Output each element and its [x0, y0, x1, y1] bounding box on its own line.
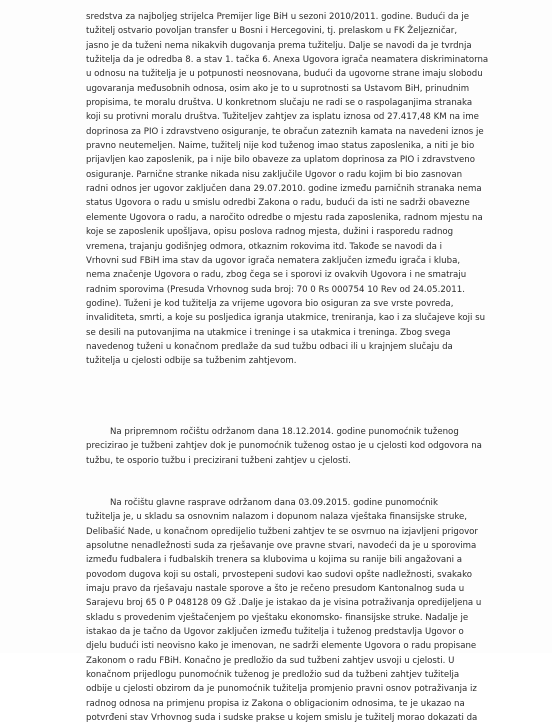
paragraph-main-hearing [86, 496, 526, 726]
text-line: tužitelja je, u skladu sa osnovnim nalazom i dopunom nalaza vještaka finansijske struke, [86, 512, 467, 523]
text-line: tužitelj ostvario povoljan transfer u Bosni i Hercegovini, tj. prelaskom u FK Željezničar, [86, 26, 458, 37]
text-line: potvrđeni stav Vrhovnog suda i sudske prakse u kojem smislu je tužitelj morao dokazati da [86, 713, 478, 724]
text-line: Zakonom o radu FBiH. Konačno je predložio da sud tužbeni zahtjev usvoji u cjelosti. U [86, 655, 455, 666]
paragraph-defendant-response [86, 10, 526, 369]
text-line: radnim sporovima (Presuda Vrhovnog suda broj: 70 0 Rs 000754 10 Rev od 24.05.2011. [86, 284, 465, 295]
text-line: koji su protivni moralu društva. Tužiteljev zahtjev za isplatu iznosa od 27.417,48 KM na ime [86, 112, 479, 123]
text-line: radnog odnosa na primjenu propisa iz Zakona o obligacionim odnosima, te je ukazao na [86, 698, 465, 709]
text-line: istakao da je tačno da Ugovor zaključen između tužitelja i tuženog predstavlja Ugovor o [86, 627, 464, 638]
text-line: između fudbalera i fudbalskih trenera sa klubovima u kojima su ranije bili angažovani a [86, 555, 463, 566]
text-line: prijavljen kao zaposlenik, pa i nije bilo obaveze za uplatom doprinosa za PIO i zdravstveno [86, 155, 475, 166]
text-line: konačnom prijedlogu punomoćnik tuženog je predložio sud da tužbeni zahtjev tužitelja [86, 670, 460, 681]
text-line: tužitelja u cjelosti odbije sa tužbenim zahtjevom. [86, 356, 297, 367]
text-line: tužbu, te osporio tužbu i precizirani tužbeni zahtjev u cjelosti. [86, 455, 351, 466]
text-line: Delibašić Nade, u konačnom opredijelio tužbeni zahtjev te se osvrnuo na izjavljeni prigovor [86, 526, 478, 537]
text-line: elemente Ugovora o radu, a naročito odredbe o mjestu rada zaposlenika, radnom mjestu na [86, 212, 483, 223]
text-line: apsolutne nenadležnosti suda za rješavanje ove pravne stvari, navodeći da je u sporovima [86, 541, 477, 552]
text-line: sredstva za najboljeg strijelca Premijer lige BiH u sezoni 2010/2011. godine. Budući da je [86, 12, 470, 22]
text-line: invaliditeta, smrti, a koje su posljedica igranja utakmice, treniranja, kao i za slučajeve koji su [86, 313, 486, 324]
text-line: u odnosu na tužitelja je u potpunosti neosnovana, budući da ugovorne strane imaju slobodu [86, 69, 483, 80]
text-line: pravno neutemeljen. Naime, tužitelj nije kod tuženog imao status zaposlenika, a niti je bio [86, 141, 475, 152]
text-line: vremena, trajanju godišnjeg odmora, otkaznim rokovima itd. Takođe se navodi da i [86, 241, 443, 252]
text-line: tužitelja da je odredba 8. a stav 1. tačka 6. Anexa Ugovora igrača neamatera diskriminatorna [86, 55, 489, 66]
text-line: imaju pravo da rješavaju nastale sporove a što je rečeno presudom Kantonalnog suda u [86, 584, 465, 595]
text-line: propisima, te moralu društva. U konkretnom slučaju ne radi se o raspolaganjima stranaka [86, 98, 473, 109]
text-line: se desili na putovanjima na utakmice i treninge i sa utakmica i treninga. Zbog svega [86, 327, 451, 338]
text-line: Na pripremnom ročištu održanom dana 18.12.2014. godine punomoćnik tuženog [110, 427, 459, 437]
text-line: jasno je da tuženi nema nikakvih dugovanja prema tužitelju. Dalje se navodi da je tvrdnja [86, 40, 472, 51]
text-line: Vrhovni sud FBiH ima stav da ugovor igrača nematera zaključen između igrača i kluba, [86, 255, 461, 266]
text-line: koje se zaposlenik upošljava, opisu poslova radnog mjesta, dužini i rasporedu radnog [86, 227, 454, 238]
text-line: status Ugovora o radu u smislu odredbi Zakona o radu, budući da isti ne sadrži obavezne [86, 198, 470, 209]
text-line: precizirao je tužbeni zahtjev dok je punomoćnik tuženog ostao je u cjelosti kod odgovora na [86, 441, 482, 452]
text-line: godine). Tuženi je kod tužitelja za vrijeme ugovora bio osiguran za sve vrste povreda, [86, 298, 454, 309]
text-line: Na ročištu glavne rasprave održanom dana 03.09.2015. godine punomoćnik [110, 498, 438, 508]
paragraph-preparatory-hearing [86, 425, 526, 468]
text-line: radni odnos jer ugovor zaključen dana 29.07.2010. godine između parničnih stranaka nema [86, 184, 482, 195]
text-line: nema značenje Ugovora o radu, zbog čega se i sporovi iz ovakvih Ugovora i ne smatraju [86, 270, 467, 281]
text-line: navedenog tuženi u konačnom predlaže da sud tužbu odbaci ili u krajnjem slučaju da [86, 341, 453, 352]
text-line: djelu budući isti neovisno kako je imenovan, ne sadrži elemente Ugovora o radu propisane [86, 641, 477, 652]
text-line: odbije u cjelosti obzirom da je punomoćnik tužitelja promjenio pravni osnov potraživanja iz [86, 684, 477, 695]
text-line: doprinosa za PIO i zdravstveno osiguranje, te obračun zateznih kamata na navedeni iznos je [86, 126, 484, 137]
text-line: Sarajevu broj 65 0 P 048128 09 Gž .Dalje je istakao da je visina potraživanja opredijeljena u [86, 598, 482, 609]
text-line: skladu s provedenim vještačenjem po vještaku ekonomsko- finansijske struke. Nadalje je [86, 612, 469, 623]
text-line: osiguranje. Parnične stranke nikada nisu zaključile Ugovor o radu kojim bi bio zasnovan [86, 169, 463, 180]
text-line: ugovaranja međusobnih odnosa, osim ako je to u suprotnosti sa Ustavom BiH, prinudnim [86, 83, 470, 94]
text-line: povodom dugova koji su ostali, prvostepeni sudovi kao sudovi opšte nadležnosti, svakako [86, 569, 472, 580]
